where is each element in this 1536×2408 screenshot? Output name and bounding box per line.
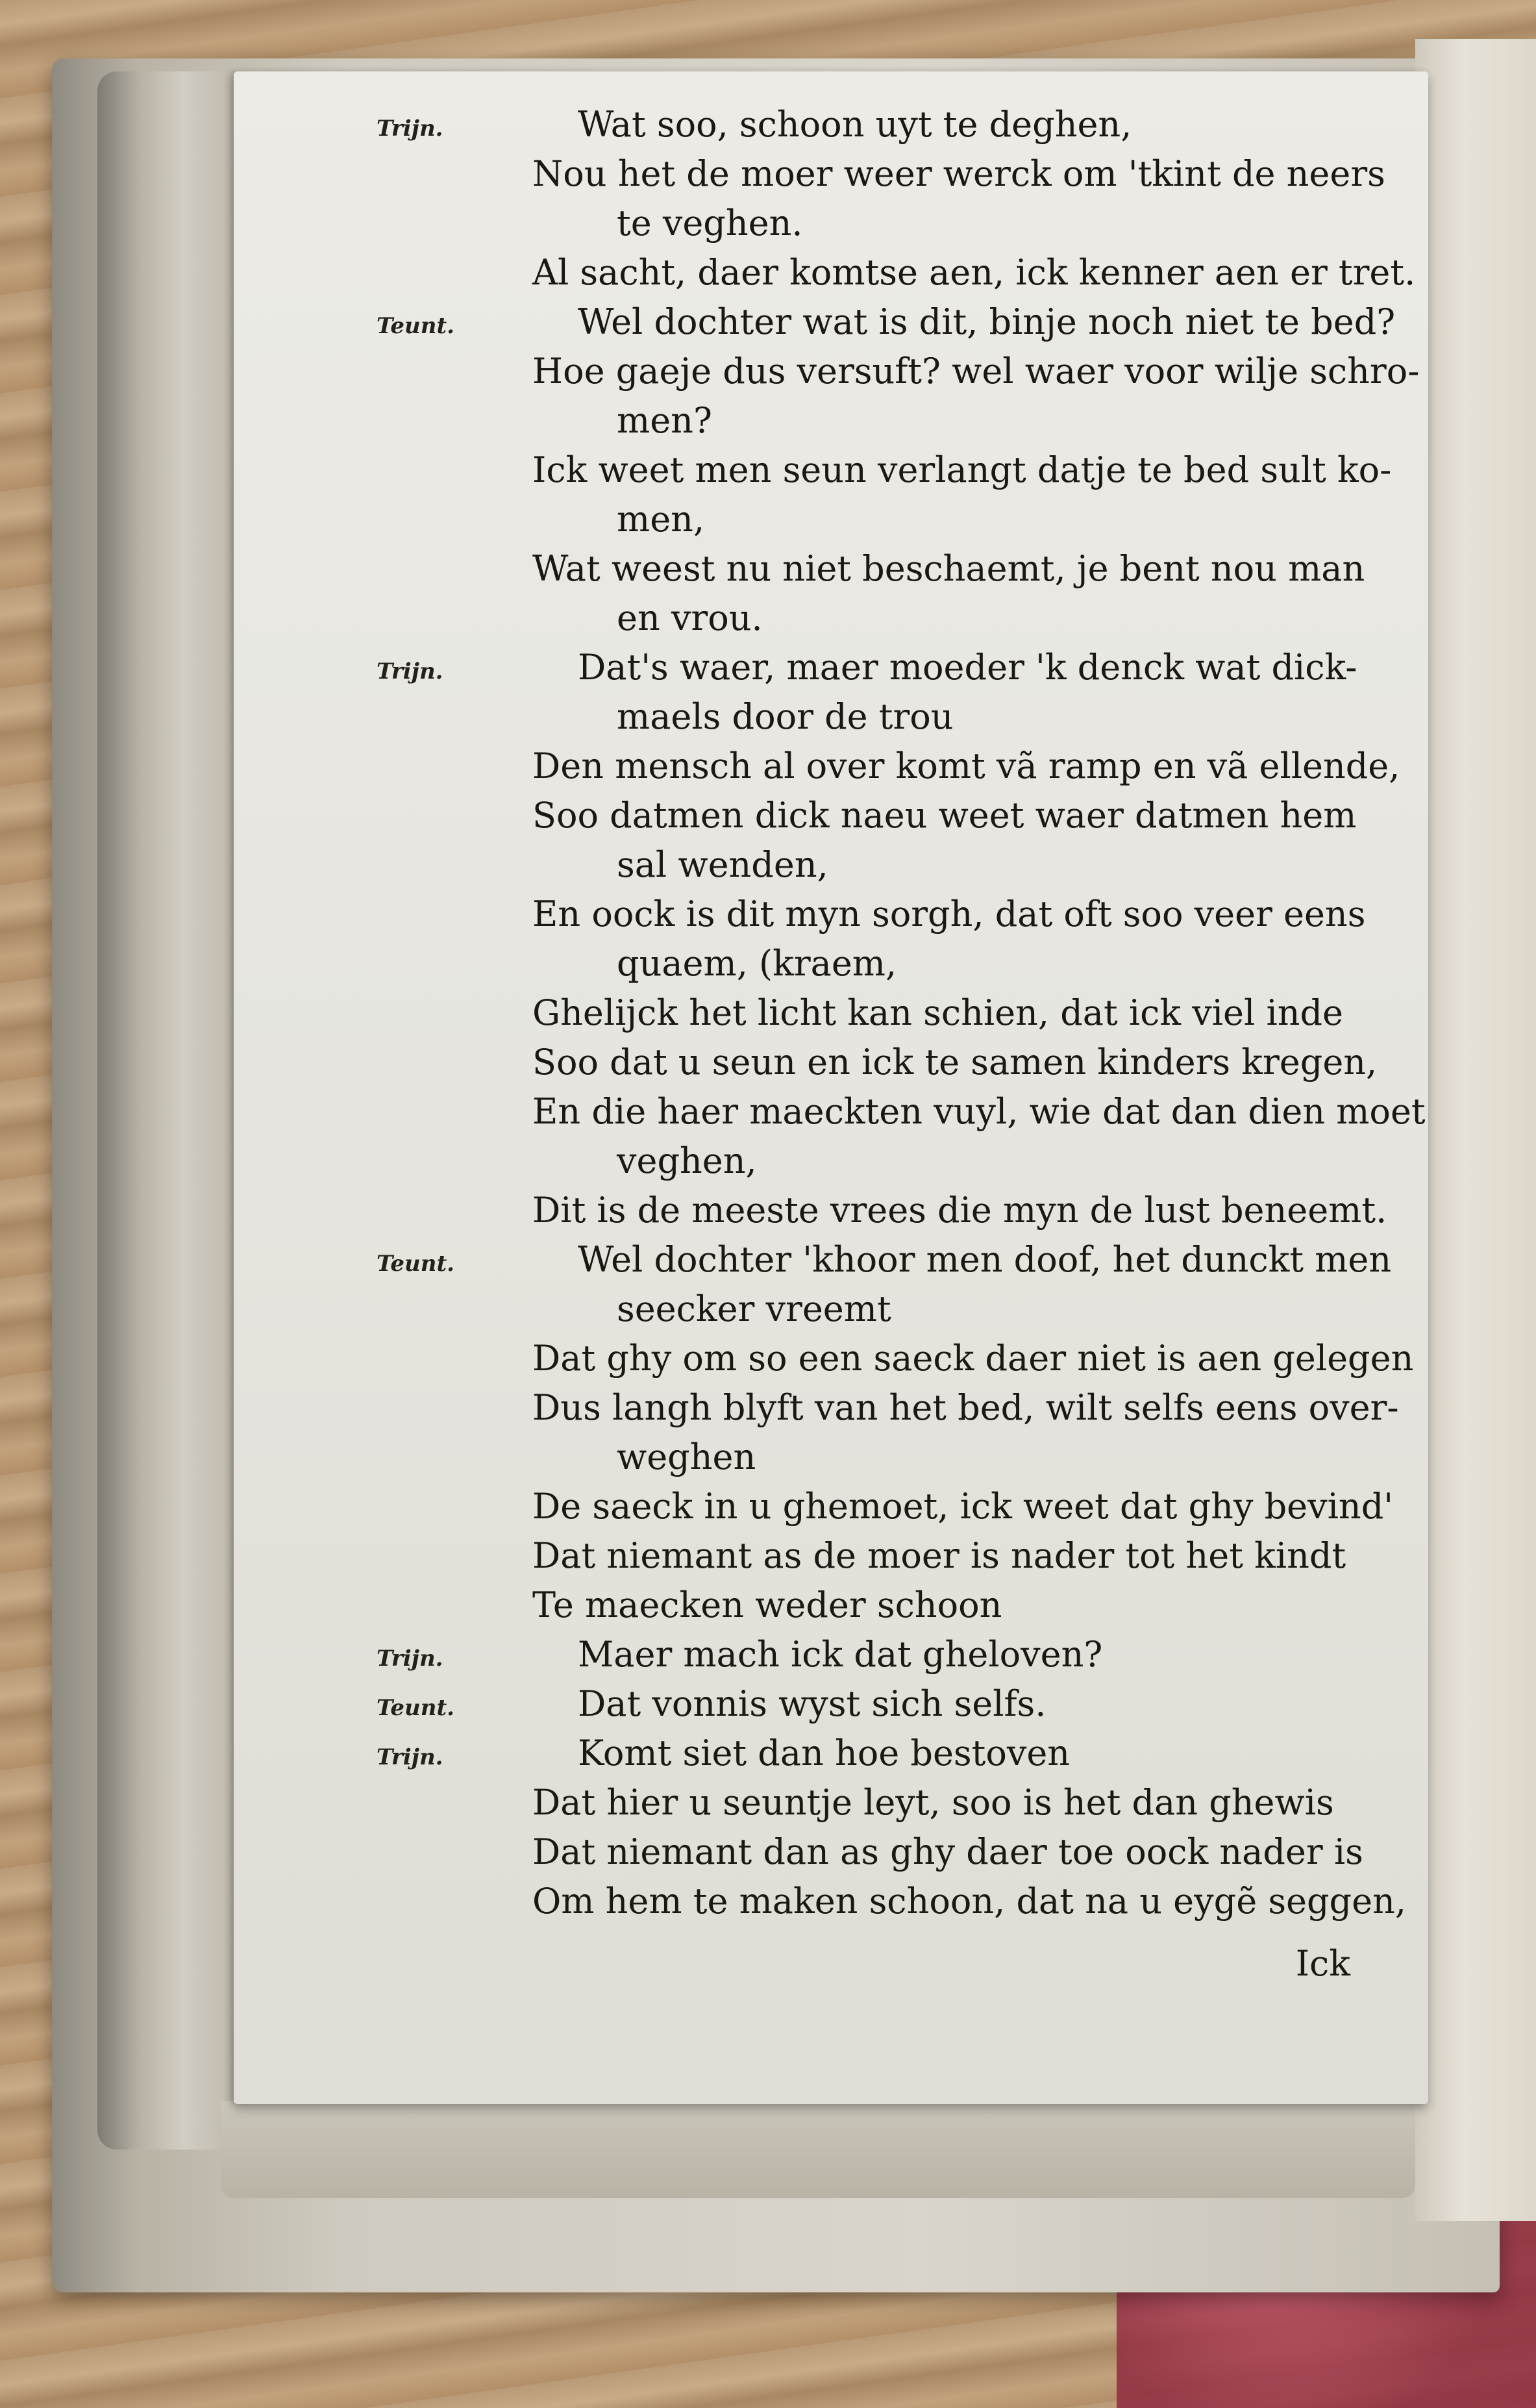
verse-line: Dat hier u seuntje leyt, soo is het dan ghewis: [532, 1782, 1334, 1823]
page-stack-edge: [221, 2101, 1415, 2198]
verse-line: sal wenden,: [617, 844, 828, 885]
speaker-label: Trijn.: [377, 1646, 443, 1672]
verse-line: Soo dat u seun en ick te samen kinders kregen,: [532, 1042, 1378, 1083]
verse-line: Soo datmen dick naeu weet waer datmen hem: [532, 795, 1357, 836]
verse-line: Wel dochter wat is dit, binje noch niet te bed?: [578, 301, 1396, 342]
verse-line: Dat niemant dan as ghy daer toe oock nader is: [532, 1831, 1363, 1872]
verse-line: Te maecken weder schoon: [532, 1585, 1002, 1625]
verse-line: Dat's waer, maer moeder 'k denck wat dick-: [578, 647, 1357, 688]
verse-line: quaem, (kraem,: [617, 943, 897, 984]
verse-line: Dat niemant as de moer is nader tot het kindt: [532, 1535, 1346, 1576]
verse-line: Dus langh blyft van het bed, wilt selfs eens over-: [532, 1387, 1399, 1428]
verse-line: veghen,: [617, 1140, 757, 1181]
verse-line: men,: [617, 499, 705, 540]
verse-line: Al sacht, daer komtse aen, ick kenner aen er tret.: [532, 252, 1416, 293]
verse-line: men?: [617, 400, 712, 441]
verse-line: Dat vonnis wyst sich selfs.: [578, 1683, 1047, 1724]
verse-line: Ghelijck het licht kan schien, dat ick viel inde: [532, 992, 1344, 1033]
book-spine: [97, 71, 240, 2150]
speaker-label: Teunt.: [377, 313, 455, 339]
speaker-label: Trijn.: [377, 116, 443, 142]
verse-line: Nou het de moer weer werck om 'tkint de neers: [532, 153, 1385, 194]
verse-line: Den mensch al over komt vã ramp en vã ellende,: [532, 746, 1400, 786]
verse-line: En die haer maeckten vuyl, wie dat dan dien moet: [532, 1091, 1426, 1132]
verse-line: te veghen.: [617, 203, 803, 244]
verse-line: maels door de trou: [617, 696, 954, 737]
verse-line: Komt siet dan hoe bestoven: [578, 1733, 1071, 1774]
verse-line: seecker vreemt: [617, 1288, 891, 1329]
speaker-label: Trijn.: [377, 658, 443, 684]
verse-line: Wel dochter 'khoor men doof, het dunckt men: [578, 1239, 1392, 1280]
verse-line: en vrou.: [617, 597, 763, 638]
verse-line: Wat weest nu niet beschaemt, je bent nou man: [532, 548, 1365, 589]
verse-line: En oock is dit myn sorgh, dat oft soo veer eens: [532, 894, 1366, 934]
verse-line: Dit is de meeste vrees die myn de lust beneemt.: [532, 1190, 1387, 1231]
verse-line: Wat soo, schoon uyt te deghen,: [578, 104, 1132, 145]
catchword: Ick: [1295, 1943, 1350, 1984]
speaker-label: Trijn.: [377, 1744, 443, 1770]
facing-page-edge: [1415, 39, 1536, 2221]
verse-line: weghen: [617, 1436, 756, 1477]
speaker-label: Teunt.: [377, 1695, 455, 1721]
verse-line: Maer mach ick dat gheloven?: [578, 1634, 1103, 1675]
verse-line: De saeck in u ghemoet, ick weet dat ghy bevind': [532, 1486, 1394, 1527]
verse-line: Dat ghy om so een saeck daer niet is aen gelegen: [532, 1338, 1414, 1379]
verse-line: Hoe gaeje dus versuft? wel waer voor wilje schro-: [532, 351, 1420, 392]
speaker-label: Teunt.: [377, 1251, 455, 1277]
verse-line: Om hem te maken schoon, dat na u eygẽ seggen,: [532, 1881, 1407, 1922]
verse-line: Ick weet men seun verlangt datje te bed sult ko-: [532, 449, 1392, 490]
